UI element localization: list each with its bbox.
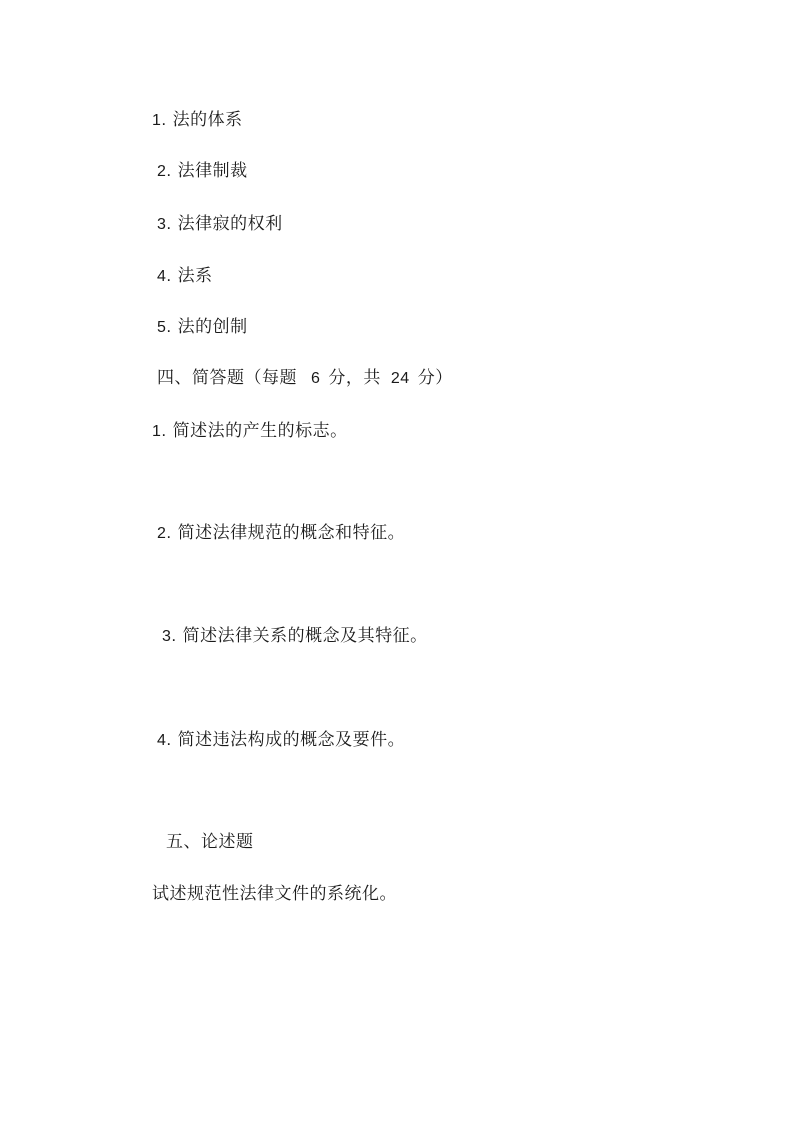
section-5-heading: 五、论述题 (166, 832, 254, 852)
question-number: 2 (157, 525, 167, 542)
question-text: 简述违法构成的概念及要件。 (177, 730, 406, 750)
section-4-mid: 分，共 (328, 368, 381, 388)
term-item-5 (157, 316, 248, 339)
term-separator: . (166, 266, 172, 285)
term-number: 4 (157, 268, 167, 285)
question-item-3 (162, 625, 428, 648)
section-4-score-each: 6 (311, 370, 321, 387)
essay-question: 试述规范性法律文件的系统化。 (152, 884, 397, 904)
question-number: 4 (157, 732, 167, 749)
term-number: 2 (157, 163, 167, 180)
question-item-2 (157, 522, 405, 545)
question-separator: . (171, 626, 177, 645)
question-number: 1 (152, 423, 162, 440)
term-text: 法律制裁 (177, 161, 248, 181)
term-separator: . (166, 214, 172, 233)
section-4-heading (157, 367, 453, 390)
question-text: 简述法律规范的概念和特征。 (177, 523, 406, 543)
question-number: 3 (162, 628, 172, 645)
term-text: 法律寂的权利 (177, 214, 283, 234)
section-4-score-total: 24 (390, 370, 410, 387)
question-separator: . (166, 523, 172, 542)
term-separator: . (166, 317, 172, 336)
term-number: 5 (157, 319, 167, 336)
question-item-4 (157, 729, 405, 752)
question-separator: . (166, 730, 172, 749)
question-separator: . (161, 421, 167, 440)
term-number: 1 (152, 112, 162, 129)
term-item-1 (152, 109, 243, 132)
question-item-1 (152, 420, 348, 443)
term-separator: . (161, 110, 167, 129)
question-text: 简述法的产生的标志。 (172, 421, 348, 441)
term-item-4 (157, 265, 213, 288)
term-number: 3 (157, 216, 167, 233)
term-separator: . (166, 161, 172, 180)
term-text: 法的创制 (177, 317, 248, 337)
term-item-3 (157, 213, 283, 236)
term-text: 法的体系 (172, 110, 243, 130)
term-text: 法系 (177, 266, 213, 286)
section-4-prefix: 四、简答题（每题 (157, 368, 297, 388)
section-4-suffix: 分） (417, 368, 453, 388)
question-text: 简述法律关系的概念及其特征。 (182, 626, 428, 646)
term-item-2 (157, 160, 248, 183)
